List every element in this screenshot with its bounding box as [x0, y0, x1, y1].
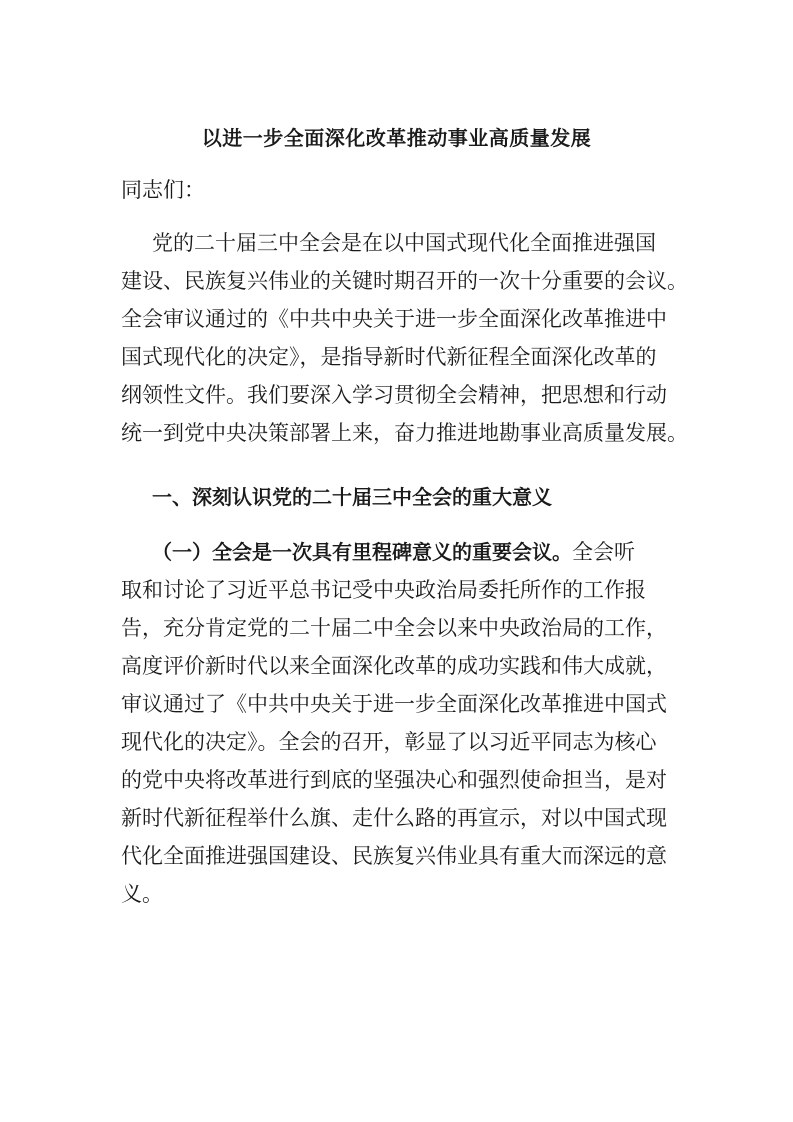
- paragraph-line: 建设、民族复兴伟业的关键时期召开的一次十分重要的会议。: [121, 269, 688, 293]
- paragraph-line: 统一到党中央决策部署上来，奋力推进地勘事业高质量发展。: [121, 421, 688, 445]
- paragraph-line: 新时代新征程举什么旗、走什么路的再宣示，对以中国式现: [121, 806, 667, 830]
- paragraph-line: 现代化的决定》。全会的召开，彰显了以习近平同志为核心: [121, 730, 657, 754]
- sub-heading: （一）全会是一次具有里程碑意义的重要会议。: [152, 540, 572, 564]
- salutation: 同志们：: [121, 178, 205, 202]
- paragraph-line: 告，充分肯定党的二十届二中全会以来中央政治局的工作，: [121, 616, 667, 640]
- paragraph-line: 审议通过了《中共中央关于进一步全面深化改革推进中国式: [121, 692, 667, 716]
- paragraph-line: 纲领性文件。我们要深入学习贯彻全会精神，把思想和行动: [121, 383, 667, 407]
- section-heading: 一、深刻认识党的二十届三中全会的重大意义: [152, 485, 552, 509]
- sub-heading-continuation: 全会听: [572, 540, 635, 564]
- paragraph-line: 代化全面推进强国建设、民族复兴伟业具有重大而深远的意: [121, 844, 667, 868]
- paragraph-line: 全会审议通过的《中共中央关于进一步全面深化改革推进中: [121, 307, 667, 331]
- paragraph-line: 义。: [121, 882, 163, 906]
- paragraph-line: 高度评价新时代以来全面深化改革的成功实践和伟大成就，: [121, 654, 667, 678]
- paragraph-line: 国式现代化的决定》，是指导新时代新征程全面深化改革的: [121, 345, 657, 369]
- paragraph-line: 党的二十届三中全会是在以中国式现代化全面推进强国: [152, 231, 656, 255]
- paragraph-line: 取和讨论了习近平总书记受中央政治局委托所作的工作报: [121, 578, 646, 602]
- paragraph-line: 的党中央将改革进行到底的坚强决心和强烈使命担当，是对: [121, 768, 667, 792]
- document-title: 以进一步全面深化改革推动事业高质量发展: [201, 126, 592, 150]
- paragraph-line: [152, 537, 635, 567]
